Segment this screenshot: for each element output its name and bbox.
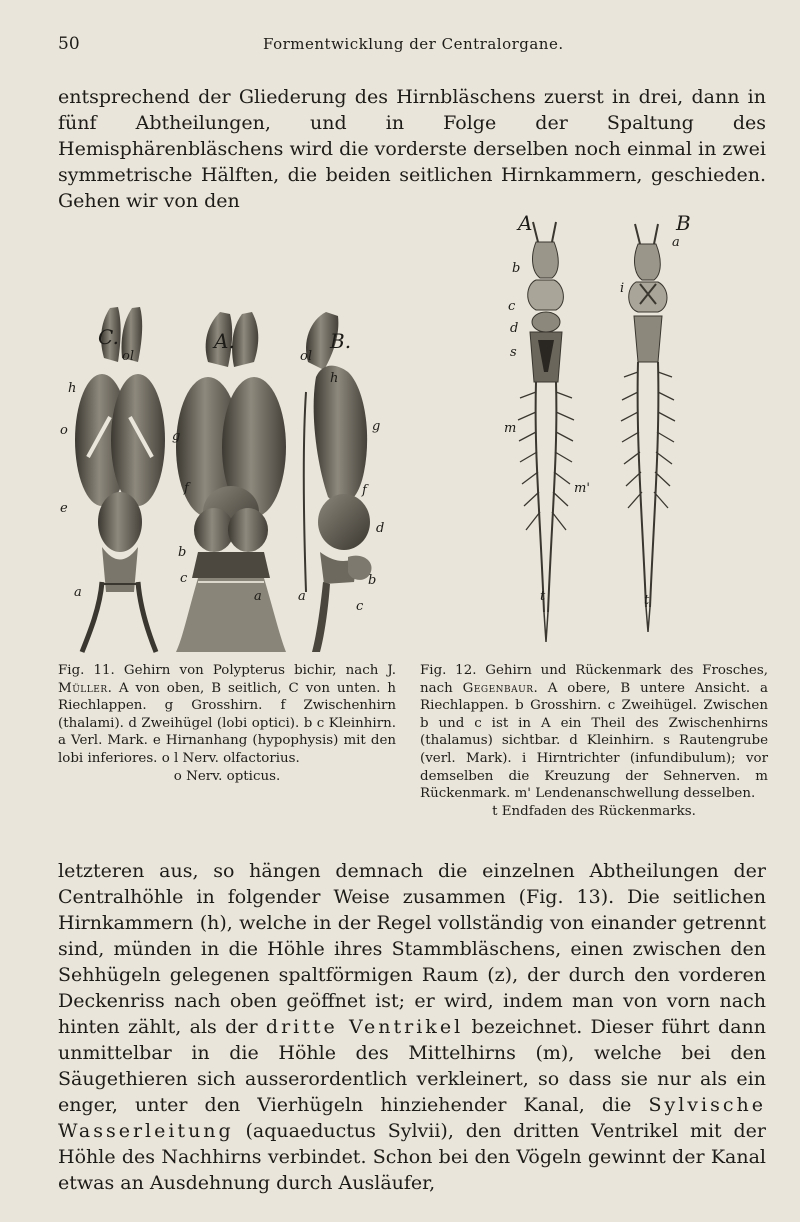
fig12-letter-d-a: d [510,321,519,336]
fig12-letter-b-a: b [512,261,521,276]
fig12-letter-m-prime: m' [574,481,590,496]
fig11-letter-g-a: g [172,429,181,444]
fig11-letter-a-a: a [254,589,262,604]
fig11-label-c: C. [98,325,119,349]
fig11-letter-g-b: g [372,419,381,434]
fig12-caption-number: Fig. 12. [420,663,477,678]
fig11-view-a [176,312,286,652]
fig11-letter-d: d [376,521,385,536]
fig12-letter-t-a: t [540,589,546,604]
page-number: 50 [58,34,80,54]
bottom-paragraph [58,858,766,1196]
fig12-caption-last-line: t Endfaden des Rückenmarks. [492,803,696,819]
fig11-letter-a-b: a [298,589,306,604]
running-head [58,34,760,58]
fig11-letter-b-b: b [368,573,377,588]
fig12-letter-t-b: t [644,593,650,608]
fig11-label-a: A. [214,329,235,353]
fig12-label-b: B [676,212,691,235]
bottom-paragraph-part3: (aquaeductus Sylvii), den dritten Ventrikel mit der Höhle des Nachhirns verbindet. Schon bei den Vögeln gewinnt der Kanal etwas an Ausdehnung durch Ausläufer, [58,1120,766,1194]
fig11-letter-c-b: c [356,599,364,614]
fig12-letter-a-b: a [672,235,680,250]
fig11-caption-number: Fig. 11. [58,663,115,678]
fig12-caption-text1: Gehirn und Rückenmark des Frosches, nach [420,663,768,696]
fig12-caption-text2: . A obere, B untere Ansicht. a Riechlappen. b Grosshirn. c Zweihügel. Zwischen b und c ist in A ein Theil des Zwischenhirns (thalamus) sichtbar. d Kleinhirn. s Rautengrube (verl. Mark). i Hirntrichter (infundibulum); vor demselben die Kreuzung der Sehnerven. m Rückenmark. m' Lendenanschwellung desselben. [420,680,768,802]
fig11-letter-h: h [68,381,77,396]
figure-illustrations [58,212,768,660]
fig12-letter-m: m [504,421,517,436]
fig11-label-b: B. [330,329,352,353]
fig11-letter-e: e [60,501,68,516]
fig11-letter-ol-b: ol [300,349,312,364]
fig12-label-a: A [518,212,533,235]
fig11-caption-text1: Gehirn von Polypterus bichir, nach J. [123,663,396,678]
fig11-letter-f-a: f [184,481,189,496]
fig11-letter-f-b: f [362,483,367,498]
fig11-letter-h-b: h [330,371,339,386]
fig12-caption [420,662,768,820]
fig11-view-c [75,307,165,652]
fig12-view-a [518,222,574,642]
running-title: Formentwicklung der Centralorgane. [263,35,564,53]
term-dritte-ventrikel: dritte Ventrikel [265,1016,464,1038]
fig12-caption-author: Gegenbaur [462,680,534,696]
bottom-paragraph-part1: letzteren aus, so hängen demnach die einzelnen Abtheilungen der Centralhöhle in folgender Weise zusammen (Fig. 13). Die seitlichen Hirnkammern (h), welche in der Regel vollständig von einander getrennt sind, münden in die Höhle ihres Stammbläschens, einen zwischen den Sehhügeln gelegenen spaltförmigen Raum (z), der durch den vorderen Deckenriss nach oben geöffnet ist; er wird, indem man von vorn nach hinten zählt, als der [58,860,766,1038]
fig11-letter-o: o [60,423,68,438]
figure-area [58,212,768,660]
top-paragraph-text: entsprechend der Gliederung des Hirnbläschens zuerst in drei, dann in fünf Abtheilungen, und in Folge der Spaltung des Hemisphärenbläschens wird die vorderste derselben noch einmal in zwei symmetrische Hälften, die beiden seitlichen Hirnkammern, geschieden. Gehen wir von den [58,86,766,212]
fig11-caption-author: Müller [58,680,108,696]
fig11-letter-ol-c: ol [122,349,134,364]
top-paragraph [58,84,766,214]
fig12-letter-c-a: c [508,299,516,314]
fig11-letter-c-a: c [180,571,188,586]
term-sylvische-wasserleitung: Sylvische Wasserleitung [58,1094,766,1142]
bottom-paragraph-part2: bezeichnet. Dieser führt dann unmittelbar in die Höhle des Mittelhirns (m), welche bei den Säugethieren sich ausserordentlich verkleinert, so dass sie nur als ein enger, unter den Vierhügeln hinziehender Kanal, die [58,1016,767,1116]
fig11-caption [58,662,396,785]
fig11-letter-a-c: a [74,585,82,600]
fig12-view-b [621,224,675,632]
bottom-paragraph-text [58,858,766,1196]
fig11-caption-text2: . A von oben, B seitlich, C von unten. h Riechlappen. g Grosshirn. f Zwischenhirn (thalami). d Zweihügel (lobi optici). b c Kleinhirn. a Verl. Mark. e Hirnanhang (hypophysis) mit den lobi inferiores. o l Nerv. olfactorius. [58,680,396,766]
fig12-letter-i: i [620,281,625,296]
fig12-letter-s: s [510,345,517,360]
fig11-caption-last-line: o Nerv. opticus. [173,768,281,784]
fig11-letter-b-a: b [178,545,187,560]
